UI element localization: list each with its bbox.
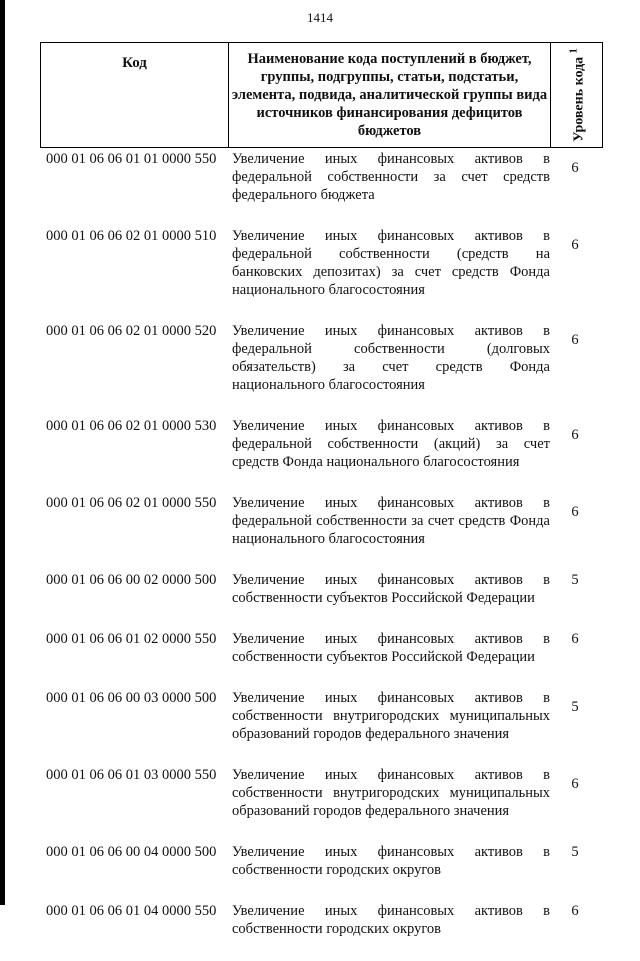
row-code: 000 01 06 06 02 01 0000 520	[46, 323, 217, 339]
row-level: 6	[571, 776, 579, 792]
table-row	[46, 571, 606, 607]
row-name: Увеличение иных финансовых активов в собственности субъектов Российской Федерации	[232, 631, 550, 665]
row-level: 5	[571, 572, 579, 588]
table-row	[46, 227, 606, 299]
row-code: 000 01 06 06 00 03 0000 500	[46, 690, 217, 706]
row-name: Увеличение иных финансовых активов в федеральной собственности за счет средств федерального бюджета	[232, 151, 550, 203]
table-row	[46, 689, 606, 743]
row-level: 6	[571, 332, 579, 348]
table-header	[40, 42, 603, 148]
row-level: 6	[571, 237, 579, 253]
table-row	[46, 150, 606, 204]
table-row	[46, 843, 606, 879]
table-row	[46, 902, 606, 938]
row-code: 000 01 06 06 02 01 0000 530	[46, 418, 217, 434]
row-level: 6	[571, 631, 579, 647]
table-row	[46, 494, 606, 548]
row-name: Увеличение иных финансовых активов в собственности городских округов	[232, 844, 550, 878]
table-row	[46, 630, 606, 666]
row-level: 6	[571, 427, 579, 443]
row-code: 000 01 06 06 02 01 0000 550	[46, 495, 217, 511]
row-code: 000 01 06 06 00 02 0000 500	[46, 572, 217, 588]
row-level: 5	[571, 699, 579, 715]
header-level-label: Уровень кода	[570, 56, 586, 142]
row-code: 000 01 06 06 01 04 0000 550	[46, 903, 217, 919]
header-name: Наименование кода поступлений в бюджет, группы, подгруппы, статьи, подстатьи, элемента, подвида, аналитической группы вида источников финансирования дефицитов бюджетов	[229, 43, 551, 147]
row-name: Увеличение иных финансовых активов в собственности внутригородских муниципальных образований городов федерального значения	[232, 690, 550, 742]
page-number: 1414	[307, 10, 333, 25]
scan-edge	[0, 0, 5, 905]
header-level-footnote: 1	[568, 48, 580, 54]
header-code: Код	[41, 43, 229, 147]
table-row	[46, 766, 606, 820]
table-body	[46, 150, 606, 961]
row-name: Увеличение иных финансовых активов в федеральной собственности (акций) за счет средств Фонда национального благосостояния	[232, 418, 550, 470]
row-code: 000 01 06 06 02 01 0000 510	[46, 228, 217, 244]
table-row	[46, 322, 606, 394]
row-code: 000 01 06 06 00 04 0000 500	[46, 844, 217, 860]
header-level	[551, 43, 602, 147]
table-row	[46, 417, 606, 471]
row-name: Увеличение иных финансовых активов в собственности городских округов	[232, 903, 550, 937]
row-level: 5	[571, 844, 579, 860]
row-code: 000 01 06 06 01 03 0000 550	[46, 767, 217, 783]
row-name: Увеличение иных финансовых активов в федеральной собственности (средств на банковских депозитах) за счет средств Фонда национального благосостояния	[232, 228, 550, 298]
row-name: Увеличение иных финансовых активов в собственности субъектов Российской Федерации	[232, 572, 550, 606]
row-level: 6	[571, 903, 579, 919]
row-name: Увеличение иных финансовых активов в собственности внутригородских муниципальных образований городов федерального значения	[232, 767, 550, 819]
row-code: 000 01 06 06 01 01 0000 550	[46, 151, 217, 167]
row-level: 6	[571, 160, 579, 176]
row-name: Увеличение иных финансовых активов в федеральной собственности (долговых обязательств) за счет средств Фонда национального благосостояния	[232, 323, 550, 393]
row-code: 000 01 06 06 01 02 0000 550	[46, 631, 217, 647]
row-name: Увеличение иных финансовых активов в федеральной собственности за счет средств Фонда национального благосостояния	[232, 495, 550, 547]
row-level: 6	[571, 504, 579, 520]
